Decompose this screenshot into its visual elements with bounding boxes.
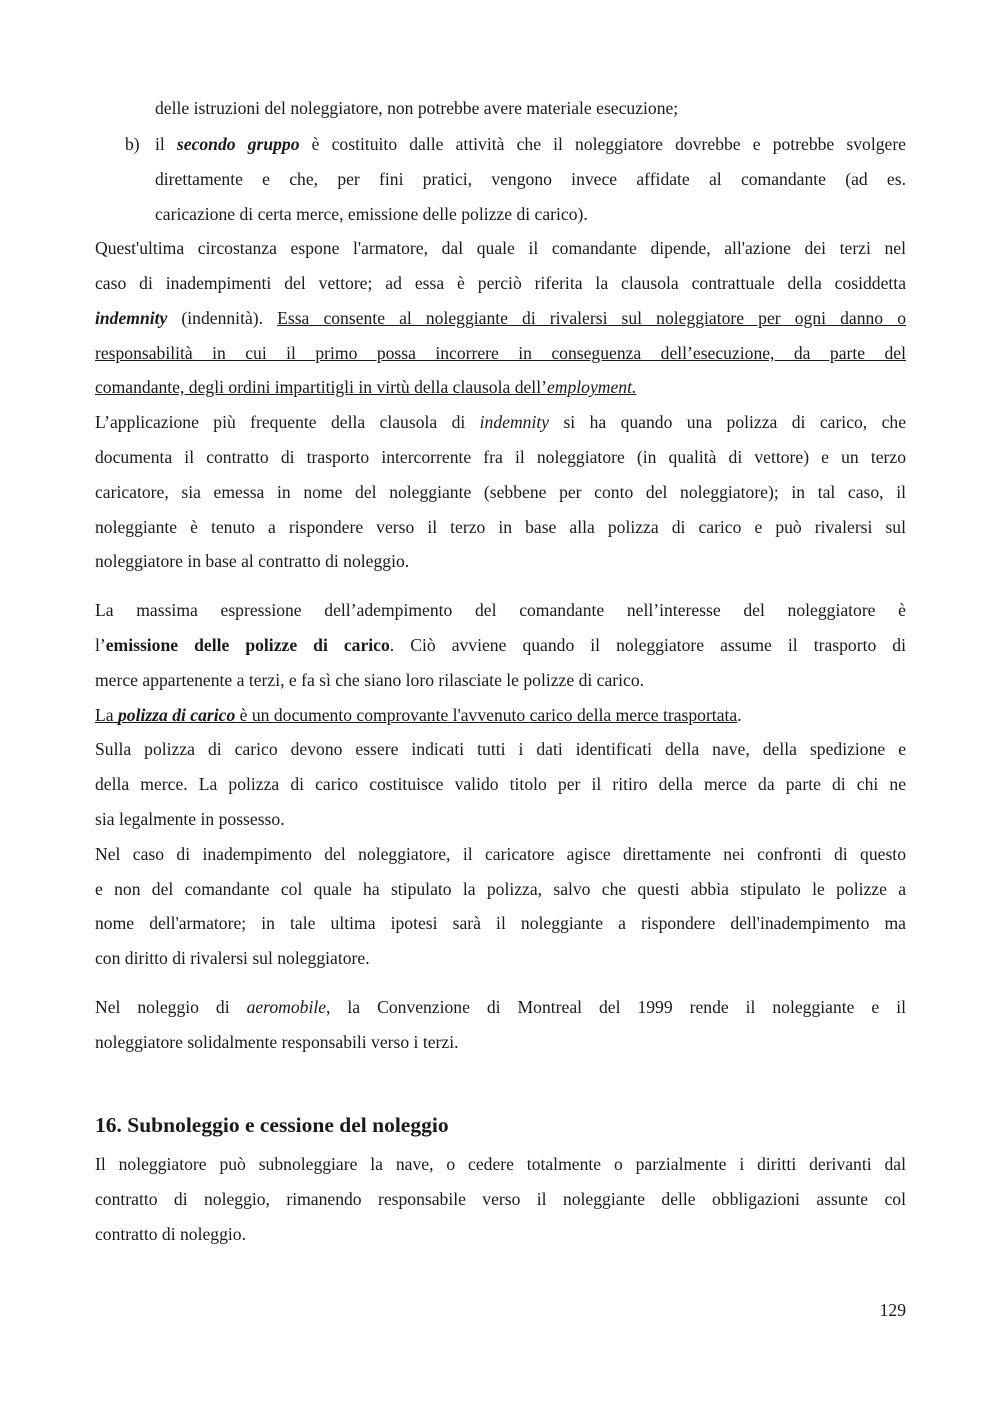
paragraph-3-line-8: Nel caso di inadempimento del noleggiatore, il caricatore agisce direttamente nei confronti di questo bbox=[95, 844, 906, 864]
paragraph-4-text: Nel noleggio di bbox=[95, 997, 247, 1017]
list-item-a-line-1: delle istruzioni del noleggiatore, non potrebbe avere materiale esecuzione; bbox=[155, 98, 679, 118]
paragraph-3-line-10: nome dell'armatore; in tale ultima ipotesi sarà il noleggiante a rispondere dell'inadempimento ma bbox=[95, 913, 906, 933]
paragraph-1-line-2: caso di inadempimenti del vettore; ad essa è perciò riferita la clausola contrattuale della cosiddetta bbox=[95, 273, 906, 293]
indemnity-term: indemnity bbox=[95, 308, 168, 328]
paragraph-1-line-4: responsabilità in cui il primo possa incorrere in conseguenza dell’esecuzione, da parte del bbox=[95, 343, 906, 363]
paragraph-4-line-2: noleggiatore solidalmente responsabili verso i terzi. bbox=[95, 1032, 459, 1052]
paragraph-2-text: si ha quando una polizza di carico, che bbox=[549, 412, 906, 432]
page-number: 129 bbox=[879, 1300, 906, 1320]
aeromobile-term: aeromobile bbox=[246, 997, 327, 1017]
paragraph-2-line-1 bbox=[95, 409, 906, 435]
paragraph-2-line-3: caricatore, sia emessa in nome del noleggiante (sebbene per conto del noleggiatore); in tal caso, il bbox=[95, 482, 906, 502]
section-heading: 16. Subnoleggio e cessione del noleggio bbox=[95, 1113, 449, 1137]
paragraph-3-line-4 bbox=[95, 702, 906, 728]
paragraph-1-line-3 bbox=[95, 305, 906, 331]
paragraph-2-line-2: documenta il contratto di trasporto intercorrente fra il noleggiatore (in qualità di vettore) e un terzo bbox=[95, 447, 906, 467]
list-item-b-text: è costituito dalle attività che il noleggiatore dovrebbe e potrebbe svolgere bbox=[299, 134, 906, 154]
list-item-b-text: il bbox=[155, 134, 177, 154]
paragraph-3-line-2 bbox=[95, 632, 906, 658]
list-item-b-line-2: direttamente e che, per fini pratici, vengono invece affidate al comandante (ad es. bbox=[155, 169, 906, 189]
paragraph-2-line-4: noleggiante è tenuto a rispondere verso il terzo in base alla polizza di carico e può rivalersi sul bbox=[95, 517, 906, 537]
paragraph-3-line-6: della merce. La polizza di carico costituisce valido titolo per il ritiro della merce da parte di chi ne bbox=[95, 774, 906, 794]
document-page bbox=[95, 0, 906, 1415]
section-16-line-2: contratto di noleggio, rimanendo responsabile verso il noleggiante delle obbligazioni assunte col bbox=[95, 1189, 906, 1209]
paragraph-3-text: l’ bbox=[95, 635, 106, 655]
paragraph-4-line-1 bbox=[95, 994, 906, 1020]
paragraph-3-line-9: e non del comandante col quale ha stipulato la polizza, salvo che questi abbia stipulato le polizze a bbox=[95, 879, 906, 899]
indemnity-term: indemnity bbox=[479, 412, 550, 432]
paragraph-3-line-3: merce appartenente a terzi, e fa sì che siano loro rilasciate le polizze di carico. bbox=[95, 670, 645, 690]
paragraph-1-text: (indennità). bbox=[167, 308, 278, 328]
paragraph-3-line-11: con diritto di rivalersi sul noleggiatore. bbox=[95, 948, 370, 968]
employment-term: employment. bbox=[546, 377, 637, 397]
underlined-text: La bbox=[95, 705, 118, 725]
paragraph-3-line-5: Sulla polizza di carico devono essere indicati tutti i dati identificati della nave, della spedizione e bbox=[95, 739, 906, 759]
underlined-text: è un documento comprovante l'avvenuto carico della merce trasportata bbox=[235, 705, 738, 725]
paragraph-4-text: , la Convenzione di Montreal del 1999 rende il noleggiante e il bbox=[326, 997, 906, 1017]
list-item-b-line-1 bbox=[155, 131, 906, 157]
underlined-text: comandante, degli ordini impartitigli in virtù della clausola dell’ bbox=[95, 377, 547, 397]
paragraph-3-text: . Ciò avviene quando il noleggiatore assume il trasporto di bbox=[389, 635, 906, 655]
list-item-b-emphasis: secondo gruppo bbox=[176, 134, 300, 154]
section-16-line-3: contratto di noleggio. bbox=[95, 1224, 246, 1244]
list-item-b-marker: b) bbox=[125, 134, 140, 154]
underlined-text: Essa consente al noleggiante di rivalersi sul noleggiatore per ogni danno o bbox=[277, 308, 906, 328]
paragraph-3-line-7: sia legalmente in possesso. bbox=[95, 809, 285, 829]
paragraph-2-line-5: noleggiatore in base al contratto di noleggio. bbox=[95, 551, 410, 571]
polizza-term: polizza di carico bbox=[117, 705, 236, 725]
bold-term: emissione delle polizze di carico bbox=[105, 635, 390, 655]
list-item-b-line-3: caricazione di certa merce, emissione delle polizze di carico). bbox=[155, 204, 588, 224]
section-16-line-1: Il noleggiatore può subnoleggiare la nave, o cedere totalmente o parzialmente i diritti derivanti dal bbox=[95, 1154, 906, 1174]
paragraph-3-text: . bbox=[737, 705, 742, 725]
paragraph-2-text: L’applicazione più frequente della clausola di bbox=[95, 412, 480, 432]
paragraph-1-line-5 bbox=[95, 374, 906, 400]
paragraph-3-line-1: La massima espressione dell’adempimento del comandante nell’interesse del noleggiatore è bbox=[95, 600, 906, 620]
paragraph-1-line-1: Quest'ultima circostanza espone l'armatore, dal quale il comandante dipende, all'azione dei terzi nel bbox=[95, 238, 906, 258]
